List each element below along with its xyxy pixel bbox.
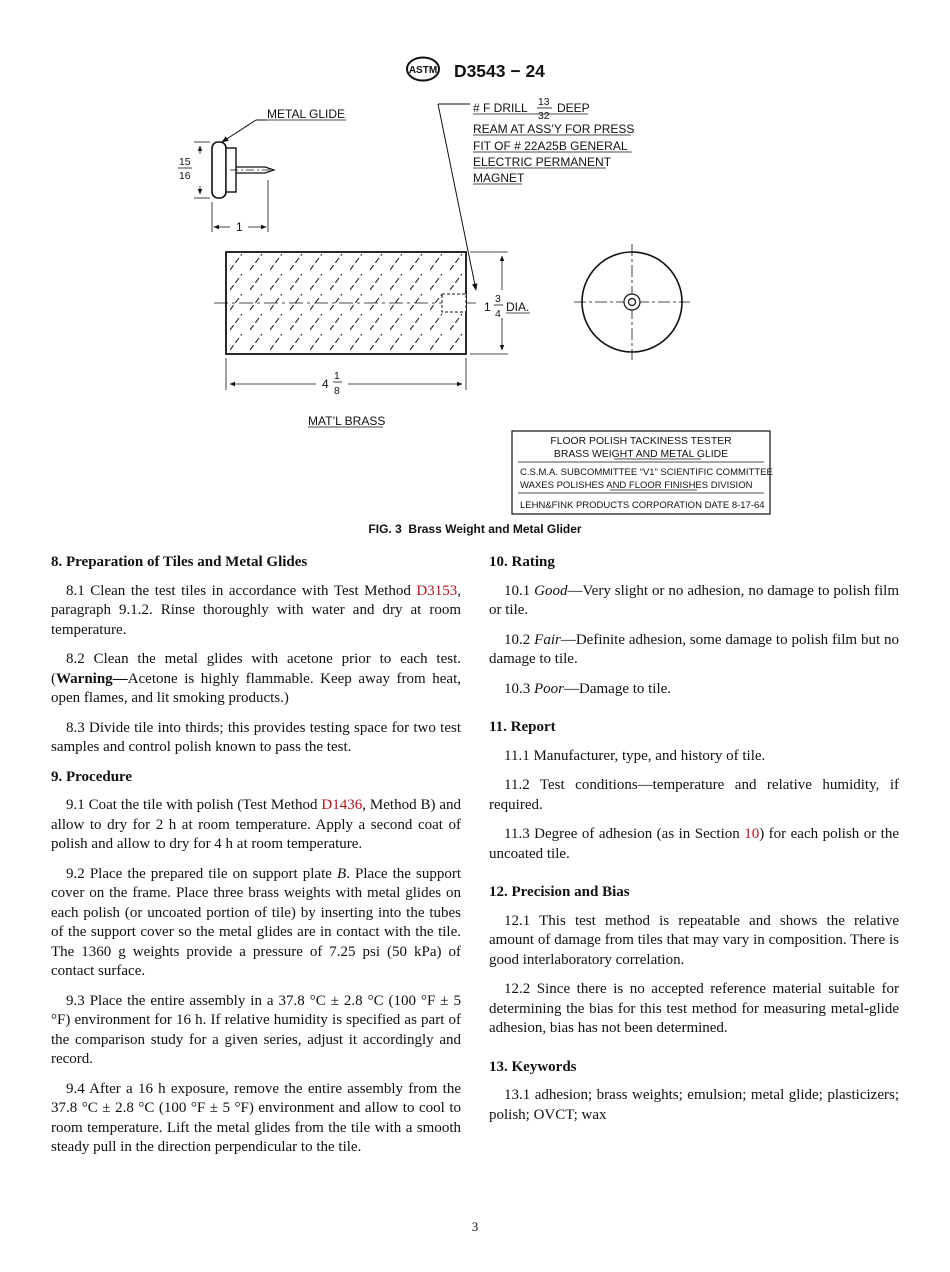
svg-text:WAXES POLISHES AND FLOOR FINIS: WAXES POLISHES AND FLOOR FINISHES DIVISION <box>520 480 753 491</box>
paragraph-11-2: 11.2 Test conditions—temperature and relative humidity, if required. <box>489 777 899 813</box>
svg-text:1: 1 <box>484 300 491 314</box>
figure-caption-text: Brass Weight and Metal Glider <box>408 522 582 536</box>
svg-text:MAT’L BRASS: MAT’L BRASS <box>308 414 386 428</box>
svg-text:REAM AT ASS’Y FOR PRESS: REAM AT ASS’Y FOR PRESS <box>473 122 635 136</box>
left-column <box>51 553 461 1168</box>
d3153-link[interactable]: D3153 <box>416 582 458 599</box>
paragraph-9-3: 9.3 Place the entire assembly in a 37.8 °C ± 2.8 °C (100 °F ± 5 °F) environment for 16 h. If relative humidity is specified as part of the comparison study for a given series, adjust it accordingly and record. <box>51 992 461 1067</box>
page-header <box>0 56 950 87</box>
svg-text:MAGNET: MAGNET <box>473 171 525 185</box>
svg-text:16: 16 <box>179 171 191 182</box>
standard-code: D3543 − 24 <box>453 61 545 81</box>
technical-drawing <box>170 90 790 520</box>
paragraph-9-2: 9.2 Place the prepared tile on support plate B. Place the support cover on the frame. Place three brass weights with metal glides on each polish (or uncoated portion of tile) by inserting into the tubes of the support cover so the metal glides are in contact with the tile. The 1360 g weights provide a pressure of 7.25 psi (50 kPa) of contact surface. <box>51 865 461 979</box>
svg-text:C.S.M.A. SUBCOMMITTEE “V1” SCI: C.S.M.A. SUBCOMMITTEE “V1” SCIENTIFIC COMMITTEE <box>520 467 773 478</box>
svg-text:8: 8 <box>334 386 340 397</box>
svg-text:1: 1 <box>236 220 243 234</box>
svg-text:METAL GLIDE: METAL GLIDE <box>267 107 346 121</box>
svg-text:ELECTRIC PERMANENT: ELECTRIC PERMANENT <box>473 155 612 169</box>
right-column <box>489 553 899 1135</box>
figure-caption <box>0 522 950 536</box>
title-block <box>512 431 773 514</box>
svg-text:4: 4 <box>495 309 501 320</box>
svg-text:1: 1 <box>334 371 340 382</box>
svg-text:FIT OF # 22A25B GENERAL: FIT OF # 22A25B GENERAL <box>473 139 628 153</box>
end-view-drawing <box>574 244 690 360</box>
svg-text:LEHN&FINK PRODUCTS CORPORATION: LEHN&FINK PRODUCTS CORPORATION DATE 8-17-64 <box>520 500 765 511</box>
svg-text:4: 4 <box>322 377 329 391</box>
paragraph-12-1: 12.1 This test method is repeatable and shows the relative amount of damage from tiles that may vary in composition. There is good interlaboratory correlation. <box>489 912 899 968</box>
svg-text:13: 13 <box>538 97 550 108</box>
paragraph-11-1: 11.1 Manufacturer, type, and history of tile. <box>504 747 766 764</box>
paragraph-9-1: 9.1 Coat the tile with polish (Test Method D1436, Method B) and allow to dry for 2 h at room temperature. Apply a second coat of polish and allow to dry for 4 h at room temperature. <box>51 797 461 852</box>
d1436-link[interactable]: D1436 <box>321 797 363 813</box>
section-10-heading: 10. Rating <box>489 554 555 570</box>
drill-note <box>438 97 634 290</box>
figure-caption-label: FIG. 3 <box>368 522 402 536</box>
section-11-heading: 11. Report <box>489 719 556 735</box>
section-8-heading: 8. Preparation of Tiles and Metal Glides <box>51 554 308 570</box>
paragraph-8-3: 8.3 Divide tile into thirds; this provides testing space for two test samples and control polish known to pass the test. <box>51 719 461 755</box>
svg-text:32: 32 <box>538 111 550 122</box>
paragraph-13-1: 13.1 adhesion; brass weights; emulsion; metal glide; plasticizers; polish; OVCT; wax <box>489 1087 899 1123</box>
paragraph-12-2: 12.2 Since there is no accepted reference material suitable for determining the bias for this test method for measuring metal-glide adhesion, bias has not been determined. <box>489 981 899 1036</box>
metal-glide-drawing <box>178 107 346 234</box>
svg-text:BRASS WEIGHT AND METAL GLIDE: BRASS WEIGHT AND METAL GLIDE <box>553 449 729 460</box>
svg-text:15: 15 <box>179 157 191 168</box>
brass-weight-drawing <box>214 252 530 428</box>
astm-logo-icon <box>405 56 441 87</box>
svg-text:3: 3 <box>495 294 501 305</box>
figure-drawing <box>170 90 790 525</box>
paragraph-9-4: 9.4 After a 16 h exposure, remove the entire assembly from the 37.8 °C ± 2.8 °C (100 °F ± 5 °F) environment and allow to cool to room temperature. Lift the metal glides from the tile with a smooth steady pull in the direction perpendicular to the tile. <box>51 1080 461 1155</box>
paragraph-8-2: 8.2 Clean the metal glides with acetone prior to each test. (Warning—Acetone is highly flammable. Keep away from heat, open flames, and lit smoking products.) <box>51 651 461 706</box>
section-9-heading: 9. Procedure <box>51 768 133 785</box>
svg-text:ASTM: ASTM <box>408 65 438 76</box>
paragraph-8-1: 8.1 Clean the test tiles in accordance with Test Method D3153, paragraph 9.1.2. Rinse thoroughly with water and dry at room temperature. <box>51 582 461 638</box>
paragraph-10-1: 10.1 Good—Very slight or no adhesion, no damage to polish film or tile. <box>489 582 899 618</box>
paragraph-11-3: 11.3 Degree of adhesion (as in Section 10) for each polish or the uncoated tile. <box>489 826 899 862</box>
section-13-heading: 13. Keywords <box>489 1058 577 1075</box>
page-number: 3 <box>471 1219 479 1234</box>
paragraph-10-2: 10.2 Fair—Definite adhesion, some damage to polish film but no damage to tile. <box>489 631 900 667</box>
svg-text:DEEP: DEEP <box>557 101 590 115</box>
section-12-heading: 12. Precision and Bias <box>489 884 630 900</box>
paragraph-10-3: 10.3 Poor—Damage to tile. <box>504 680 672 697</box>
svg-text:# F DRILL: # F DRILL <box>473 101 528 115</box>
svg-text:DIA.: DIA. <box>506 300 530 314</box>
section-10-link[interactable]: 10 <box>744 826 760 842</box>
svg-text:FLOOR POLISH TACKINESS TESTER: FLOOR POLISH TACKINESS TESTER <box>550 436 732 447</box>
